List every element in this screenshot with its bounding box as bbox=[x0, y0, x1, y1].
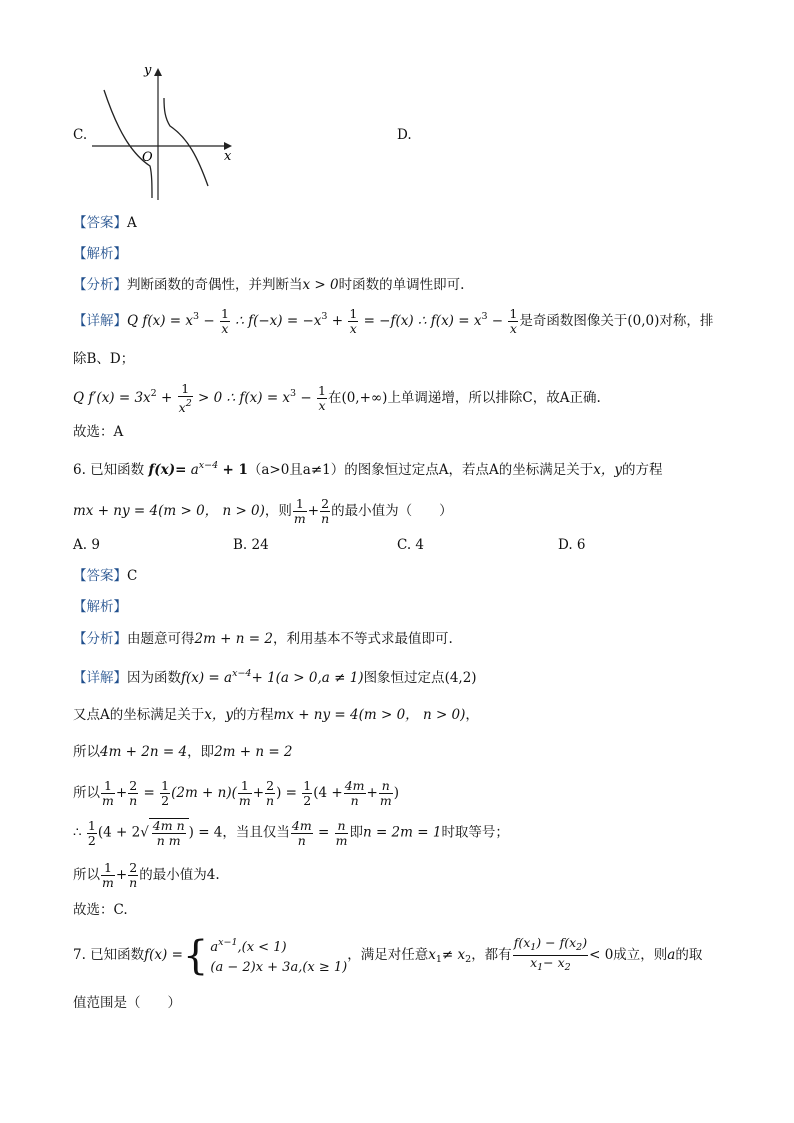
fraction bbox=[317, 384, 327, 413]
sup: 3 bbox=[481, 311, 488, 322]
fenxi-tag: 【分析】 bbox=[73, 631, 127, 647]
fraction bbox=[152, 819, 186, 848]
den: n bbox=[321, 511, 330, 526]
q6-stem-line1 bbox=[73, 457, 663, 479]
y-axis-arrow bbox=[154, 68, 162, 76]
math: ) = 4 bbox=[188, 824, 223, 841]
text: 所以 bbox=[73, 744, 100, 760]
den: 2 bbox=[87, 832, 96, 848]
math: f(x) = bbox=[144, 947, 183, 963]
fraction bbox=[302, 779, 312, 808]
sub: 1 bbox=[435, 954, 442, 965]
math: 2m + n = 2 bbox=[194, 631, 273, 647]
math: ,(x < 1) bbox=[237, 940, 287, 955]
math: f(x) = a bbox=[181, 670, 233, 686]
option-c-graph bbox=[88, 62, 238, 202]
math: 2m + n = 2 bbox=[214, 744, 293, 760]
den: x bbox=[349, 321, 357, 336]
num bbox=[513, 936, 588, 956]
text: 是奇函数图像关于 bbox=[519, 313, 628, 329]
math: ∴ bbox=[73, 824, 82, 841]
math: > 0 ∴ f(x) = x bbox=[198, 390, 291, 406]
den: m bbox=[238, 793, 251, 808]
math: + bbox=[115, 785, 128, 801]
option-d-label: D. bbox=[397, 127, 412, 143]
math: a bbox=[667, 947, 676, 963]
den: n bbox=[350, 793, 359, 808]
sub: 2 bbox=[465, 954, 472, 965]
sup: 3 bbox=[290, 388, 297, 399]
q5-select: 故选：A bbox=[73, 424, 124, 440]
text: ， bbox=[465, 707, 479, 723]
fraction bbox=[160, 779, 170, 808]
sup: x−4 bbox=[232, 668, 252, 679]
den: 2 bbox=[303, 793, 312, 808]
math: + bbox=[366, 785, 378, 801]
fraction bbox=[379, 779, 393, 808]
num: 1 bbox=[161, 778, 170, 793]
analysis-tag: 【解析】 bbox=[73, 599, 127, 615]
sup: 3 bbox=[193, 311, 200, 322]
math: (2m + n)( bbox=[171, 785, 237, 801]
den: n bbox=[129, 793, 138, 808]
q6-fenxi bbox=[73, 630, 453, 648]
math: = bbox=[143, 785, 155, 801]
math: < 0 bbox=[589, 947, 614, 963]
sqrt bbox=[149, 818, 189, 848]
detail-tag: 【详解】 bbox=[73, 670, 127, 686]
origin-label: O bbox=[142, 150, 153, 165]
answer-value: C bbox=[127, 568, 138, 584]
fraction bbox=[128, 779, 138, 808]
math: x > 0 bbox=[302, 277, 339, 293]
sup: 2 bbox=[150, 388, 157, 399]
q5-detail-line3: Q $f'(x) = 3x^2$ + $\frac{1}{x^2}$ > 0 ∴ $f(x) = x^3$ − $\frac{1}{x}$ 在(0,+∞)上单调递增，所以排除C，故A正确. bbox=[73, 381, 601, 415]
text: （a>0且a≠1）的图象恒过定点A，若点A的坐标满足关于 bbox=[247, 462, 594, 478]
text: 图象恒过定点 bbox=[363, 670, 445, 686]
math: ) = bbox=[276, 785, 297, 801]
q6-detail-line1 bbox=[73, 665, 477, 687]
sub: 2 bbox=[576, 942, 583, 953]
math: ≠ x bbox=[441, 947, 466, 963]
math: (4 + 2 bbox=[97, 824, 141, 841]
text: ，即 bbox=[187, 744, 215, 760]
text: 时取等号； bbox=[441, 824, 509, 841]
math: (0,+∞) bbox=[341, 390, 388, 406]
fraction bbox=[178, 382, 193, 415]
fraction bbox=[335, 819, 349, 848]
fraction bbox=[293, 497, 307, 526]
den: x bbox=[221, 321, 229, 336]
den-x: x bbox=[178, 400, 186, 415]
num: 1 bbox=[101, 779, 115, 794]
q5-detail-line1: 【详解】Q $f(x) = x^3$ − $\frac{1}{x}$ ∴ $f(-x) = -x^3$ + $\frac{1}{x}$ = −f(x) ∴ $f(x) = x^3$ − $\frac{1}{x}$ 是奇函数图像关于(0,0)对称，排 bbox=[73, 306, 714, 336]
num: 4m n bbox=[152, 818, 185, 833]
math: + 1(a > 0,a ≠ 1) bbox=[251, 670, 364, 686]
text: 的最小值为（ ） bbox=[331, 503, 453, 519]
q6-select: 故选：C. bbox=[73, 902, 128, 918]
den: m bbox=[102, 875, 114, 890]
text: 又点A的坐标满足关于 bbox=[73, 707, 205, 723]
sup: x−4 bbox=[198, 460, 219, 471]
q6-stem-line2 bbox=[73, 497, 453, 526]
t: ) − f(x bbox=[536, 935, 577, 950]
text: 在 bbox=[327, 390, 342, 406]
den bbox=[513, 956, 588, 975]
sup: 2 bbox=[185, 398, 192, 409]
text: ，则 bbox=[264, 503, 292, 519]
fraction bbox=[348, 307, 358, 336]
math: = bbox=[318, 824, 330, 841]
text: 的方程 bbox=[622, 462, 663, 478]
text: ，利用基本不等式求最值即可. bbox=[272, 631, 453, 647]
num: 4m bbox=[344, 778, 365, 793]
text: 6. 已知函数 bbox=[73, 462, 145, 478]
math: (4 + bbox=[313, 785, 343, 801]
fraction bbox=[87, 819, 97, 848]
text: ，都有 bbox=[471, 947, 512, 963]
fraction bbox=[128, 861, 138, 890]
q6-answer bbox=[73, 567, 137, 585]
q6-detail-line2 bbox=[73, 706, 479, 724]
fraction bbox=[320, 497, 330, 526]
math: 4m + 2n = 4 bbox=[100, 744, 188, 760]
num: 2 bbox=[321, 496, 330, 511]
sub: 2 bbox=[564, 962, 571, 973]
den: m bbox=[379, 793, 392, 808]
den: m bbox=[102, 793, 114, 808]
x-axis-label: x bbox=[224, 149, 232, 164]
q7-stem-line2: 值范围是（ ） bbox=[73, 995, 181, 1011]
math: mx + ny = 4(m > 0， n > 0) bbox=[73, 503, 265, 519]
text: 所以 bbox=[73, 867, 100, 883]
num: 2 bbox=[266, 778, 275, 793]
num: 1 bbox=[318, 383, 326, 398]
math: x，y bbox=[593, 462, 623, 478]
t: ) bbox=[582, 935, 588, 950]
num: n bbox=[335, 819, 349, 834]
math: a bbox=[190, 462, 199, 478]
num: n bbox=[379, 779, 393, 794]
num: 1 bbox=[303, 778, 312, 793]
text: 判断函数的奇偶性，并判断当 bbox=[127, 277, 303, 293]
piecewise-cases bbox=[210, 933, 347, 978]
q6-detail-line6 bbox=[73, 861, 220, 890]
num: 4m bbox=[291, 817, 312, 833]
den: m bbox=[335, 832, 348, 848]
curve-left-branch bbox=[104, 90, 152, 198]
num: 1 bbox=[220, 306, 229, 321]
math: n = 2m = 1 bbox=[362, 824, 442, 841]
option-c-label: C. bbox=[73, 127, 88, 143]
sub: 1 bbox=[530, 942, 537, 953]
answer-tag: 【答案】 bbox=[73, 568, 127, 584]
math: x，y bbox=[204, 707, 233, 723]
math: mx + ny = 4(m > 0， n > 0) bbox=[273, 707, 466, 723]
fenxi-tag: 【分析】 bbox=[73, 277, 127, 293]
math: + bbox=[252, 785, 265, 801]
num: 1 bbox=[238, 779, 252, 794]
t: f(x bbox=[513, 935, 531, 950]
fraction bbox=[513, 936, 588, 975]
fraction bbox=[508, 307, 518, 336]
fraction bbox=[265, 779, 275, 808]
text: 即 bbox=[349, 824, 363, 841]
math: (0,0) bbox=[627, 313, 660, 329]
num: 2 bbox=[129, 860, 138, 875]
analysis-tag: 【解析】 bbox=[73, 246, 127, 262]
num: 1 bbox=[509, 306, 518, 321]
math: ∴ f(−x) = −x bbox=[235, 313, 322, 329]
q6-option-c: C. 4 bbox=[397, 537, 425, 553]
t: x bbox=[530, 955, 538, 970]
fraction bbox=[344, 779, 366, 808]
text: ，当且仅当 bbox=[222, 824, 290, 841]
text: 因为函数 bbox=[127, 670, 181, 686]
text: 上单调递增，所以排除C，故A正确. bbox=[387, 390, 601, 406]
den: x bbox=[318, 398, 326, 413]
text: 由题意可得 bbox=[127, 631, 195, 647]
math: = −f(x) ∴ f(x) = x bbox=[363, 313, 482, 329]
fraction bbox=[238, 779, 252, 808]
q6-option-b: B. 24 bbox=[233, 537, 269, 553]
math: Q f(x) = x bbox=[127, 313, 194, 329]
q6-detail-line3 bbox=[73, 743, 293, 761]
q6-option-a: A. 9 bbox=[73, 537, 100, 553]
math: + bbox=[307, 503, 320, 519]
q6-detail-line4 bbox=[73, 779, 399, 808]
q5-answer bbox=[73, 214, 137, 232]
math: + bbox=[115, 867, 128, 883]
text: 对称，排 bbox=[659, 313, 714, 329]
fraction bbox=[291, 819, 313, 848]
answer-tag: 【答案】 bbox=[73, 215, 127, 231]
q7-stem-line1 bbox=[73, 933, 702, 977]
math: f(x)= bbox=[148, 462, 187, 478]
y-axis-label: y bbox=[144, 63, 152, 78]
text: ，满足对任意 bbox=[347, 947, 429, 963]
sup: 3 bbox=[321, 311, 328, 322]
case-2: (a − 2)x + 3a,(x ≥ 1) bbox=[210, 960, 348, 975]
fraction bbox=[220, 307, 230, 336]
math: x bbox=[428, 947, 436, 963]
left-brace: { bbox=[182, 932, 209, 979]
den: n m bbox=[156, 833, 181, 848]
den: m bbox=[293, 511, 306, 526]
case-1 bbox=[210, 933, 347, 958]
num: 2 bbox=[129, 778, 138, 793]
den: n bbox=[297, 832, 306, 848]
q5-detail-line2: 除B、D； bbox=[73, 351, 135, 367]
curve-right-branch bbox=[164, 98, 208, 186]
t: − x bbox=[543, 955, 565, 970]
num: 1 bbox=[101, 861, 115, 876]
num: 1 bbox=[87, 817, 96, 833]
fraction bbox=[101, 861, 115, 890]
den: n bbox=[129, 875, 138, 890]
answer-value: A bbox=[127, 215, 137, 231]
den: 2 bbox=[161, 793, 170, 808]
sup: x−1 bbox=[218, 937, 238, 948]
text: 的最小值为4. bbox=[139, 867, 220, 883]
num: 1 bbox=[178, 382, 193, 397]
den: n bbox=[266, 793, 275, 808]
text: 所以 bbox=[73, 785, 100, 801]
q6-option-d: D. 6 bbox=[558, 537, 586, 553]
text: 7. 已知函数 bbox=[73, 947, 145, 963]
math: ) bbox=[393, 785, 399, 801]
q6-detail-line5: ∴ $\frac{1}{2}$ (4 + 2√ $\frac{\text{4m n}}{\text{n m}}$ ) = 4，当且仅当 $\frac{4m}{n}$ = $\frac{n}{m}$ 即n = 2m = 1时取等号； bbox=[73, 817, 509, 848]
text: 成立，则 bbox=[613, 947, 668, 963]
q5-fenxi bbox=[73, 276, 464, 294]
detail-tag: 【详解】 bbox=[73, 313, 127, 329]
math: Q f′(x) = 3x bbox=[73, 390, 151, 406]
text: 的方程 bbox=[233, 707, 274, 723]
num: 1 bbox=[293, 497, 307, 512]
math: a bbox=[210, 940, 219, 955]
text: 时函数的单调性即可. bbox=[338, 277, 465, 293]
num: 1 bbox=[349, 306, 358, 321]
math: + 1 bbox=[222, 462, 248, 478]
text: 的取 bbox=[675, 947, 703, 963]
sub: 1 bbox=[537, 962, 544, 973]
fraction bbox=[101, 779, 115, 808]
den bbox=[178, 397, 193, 415]
math: (4,2) bbox=[444, 670, 477, 686]
den: x bbox=[509, 321, 517, 336]
